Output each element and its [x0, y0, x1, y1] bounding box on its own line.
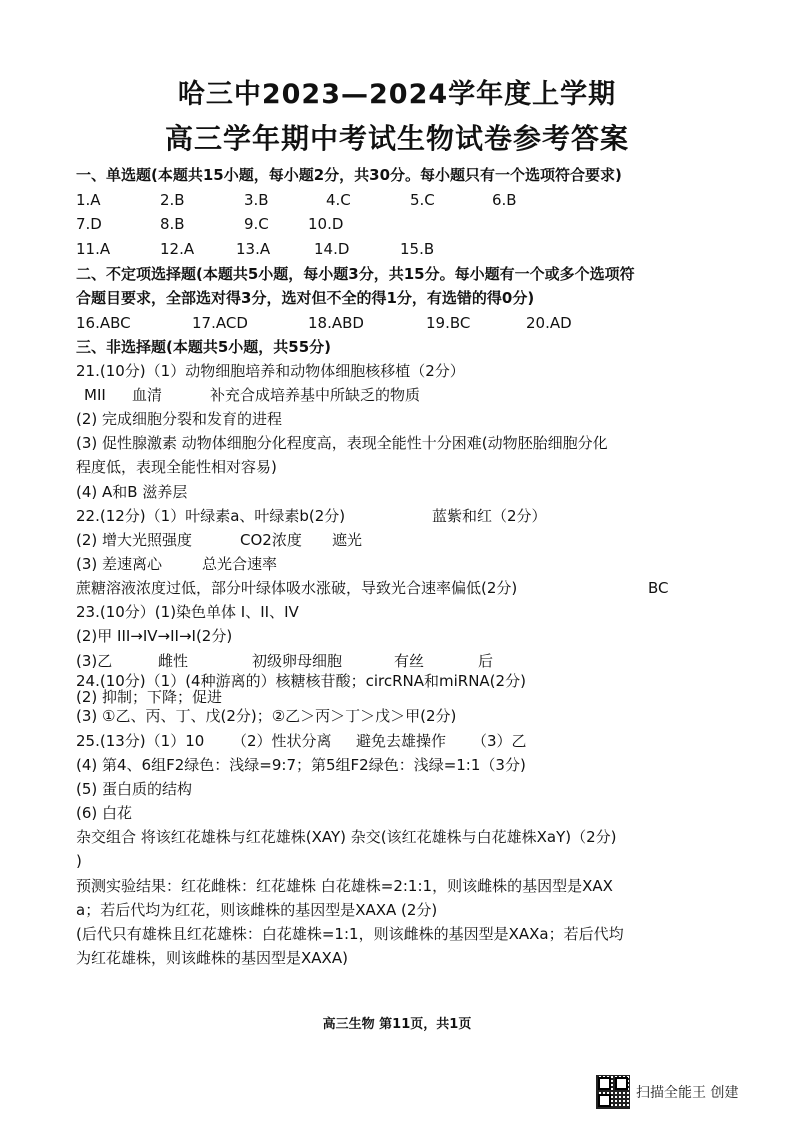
title-line2: 高三学年期中考试生物试卷参考答案 [164, 122, 629, 155]
answer-item: 9.C [244, 215, 269, 233]
answer-part: MII [84, 386, 106, 404]
answer-part: （3）乙 [472, 732, 527, 750]
page-footer: 高三生物 第11页，共1页 [322, 1017, 472, 1032]
watermark-text: 扫描全能王 创建 [636, 1085, 739, 1101]
q25-line8: a；若后代均为红花，则该雌株的基因型是XAXA (2分) [76, 901, 438, 919]
answer-part: 后 [478, 652, 494, 670]
answer-item: 20.AD [526, 314, 572, 332]
q23-line2: (2)甲 III→IV→II→I(2分) [76, 627, 233, 645]
answer-part: 总光合速率 [202, 555, 278, 573]
q25-line4: (6) 白花 [76, 804, 133, 822]
q25-line10: 为红花雄株，则该雌株的基因型是XAXA) [76, 949, 348, 967]
answer-item: 12.A [160, 240, 195, 258]
answer-part: 遮光 [332, 531, 363, 549]
section2-header-1: 二、不定项选择题(本题共5小题，每小题3分，共15分。每小题有一个或多个选项符 [76, 265, 635, 283]
answer-part: (2) 增大光照强度 [76, 531, 193, 549]
answer-item: 6.B [492, 191, 517, 209]
q24-line3: (3) ①乙、丙、丁、戊(2分)；②乙＞丙＞丁＞戊＞甲(2分) [76, 707, 457, 725]
q25-line7: 预测实验结果：红花雌株：红花雄株 白花雄株=2:1:1，则该雌株的基因型是XAX [76, 877, 613, 895]
q25-line5: 杂交组合 将该红花雄株与红花雄株(XAY) 杂交(该红花雄株与白花雄株XaY)（2分) [76, 828, 617, 846]
answer-part: (3)乙 [76, 652, 113, 670]
answer-item: 18.ABD [308, 314, 364, 332]
answer-item: 11.A [76, 240, 111, 258]
q21-line5: 程度低，表现全能性相对容易) [76, 458, 277, 476]
q21-line4: (3) 促性腺激素 动物体细胞分化程度高，表现全能性十分困难(动物胚胎细胞分化 [76, 434, 608, 452]
section1-header: 一、单选题(本题共15小题，每小题2分，共30分。每小题只有一个选项符合要求) [76, 166, 622, 184]
section2-header-2: 合题目要求，全部选对得3分，选对但不全的得1分，有选错的得0分) [76, 289, 535, 307]
answer-part: 蔗糖溶液浓度过低，部分叶绿体吸水涨破，导致光合速率偏低(2分) [76, 579, 518, 597]
answer-part: 雌性 [158, 652, 189, 670]
q24-line1: 24.(10分)（1）(4种游离的）核糖核苷酸；circRNA和miRNA(2分) [76, 672, 526, 690]
answer-item: 14.D [314, 240, 350, 258]
answer-part: 补充合成培养基中所缺乏的物质 [210, 386, 421, 404]
answer-part: 有丝 [394, 652, 425, 670]
answer-part: 初级卵母细胞 [252, 652, 343, 670]
q21-line1: 21.(10分)（1）动物细胞培养和动物体细胞核移植（2分） [76, 362, 465, 380]
answer-item: 17.ACD [192, 314, 248, 332]
q21-line6: (4) A和B 滋养层 [76, 483, 188, 501]
q25-line2: (4) 第4、6组F2绿色：浅绿=9:7；第5组F2绿色：浅绿=1:1（3分) [76, 756, 526, 774]
scanner-watermark [596, 1075, 738, 1109]
answer-part: BC [648, 579, 669, 597]
answer-item: 16.ABC [76, 314, 131, 332]
answer-part: 避免去雄操作 [356, 732, 447, 750]
answer-item: 4.C [326, 191, 351, 209]
answer-part: 血清 [132, 386, 163, 404]
answer-item: 19.BC [426, 314, 471, 332]
answer-item: 13.A [236, 240, 271, 258]
answer-part: (3) 差速离心 [76, 555, 163, 573]
answer-item: 3.B [244, 191, 269, 209]
q25-line9: (后代只有雄株且红花雄株：白花雄株=1:1，则该雌株的基因型是XAXa；若后代均 [76, 925, 624, 943]
section3-header: 三、非选择题(本题共5小题，共55分) [76, 338, 332, 356]
qr-code-icon [596, 1075, 630, 1109]
answer-part: CO2浓度 [240, 531, 302, 549]
answer-item: 10.D [308, 215, 344, 233]
q23-line1: 23.(10分）(1)染色单体 I、II、IV [76, 603, 299, 621]
answer-part: 蓝紫和红（2分） [432, 507, 547, 525]
q21-line3: (2) 完成细胞分裂和发育的进程 [76, 410, 283, 428]
answer-item: 8.B [160, 215, 185, 233]
q25-line3: (5) 蛋白质的结构 [76, 780, 193, 798]
answer-part: （2）性状分离 [232, 732, 332, 750]
answer-item: 15.B [400, 240, 435, 258]
answer-item: 1.A [76, 191, 101, 209]
answer-item: 5.C [410, 191, 435, 209]
q24-line2: (2) 抑制；下降；促进 [76, 688, 223, 706]
answer-item: 2.B [160, 191, 185, 209]
answer-part: 25.(13分)（1）10 [76, 732, 205, 750]
answer-part: 22.(12分)（1）叶绿素a、叶绿素b(2分) [76, 507, 346, 525]
q25-line6: ) [76, 852, 82, 870]
answer-item: 7.D [76, 215, 102, 233]
title-line1: 哈三中2023—2024学年度上学期 [177, 79, 617, 110]
